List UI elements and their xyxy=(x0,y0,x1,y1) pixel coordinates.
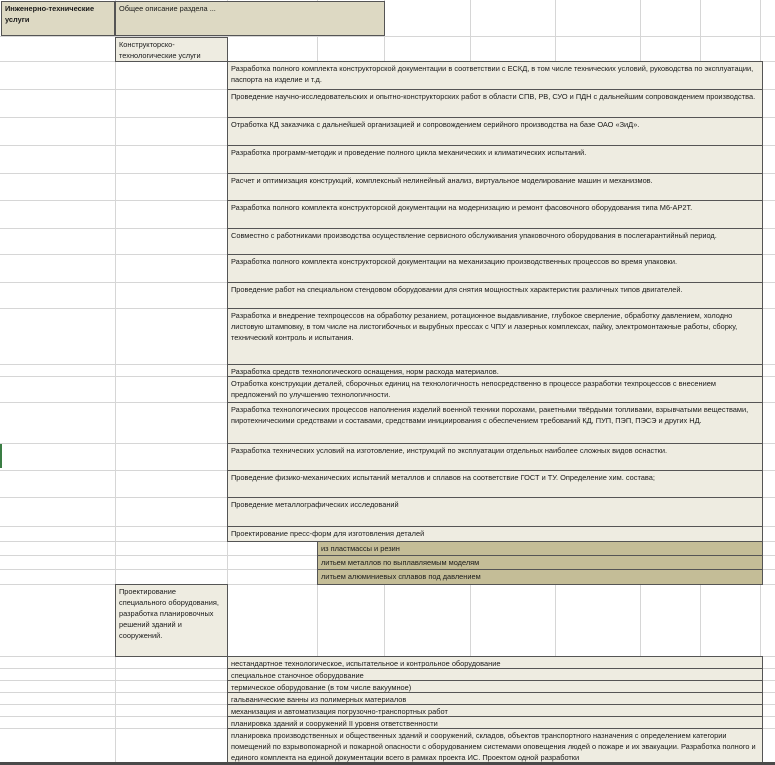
service-item-cell[interactable]: Разработка полного комплекта конструкторской документации на модернизацию и ремонт фасовочного оборудования типа М6-АР2Т. xyxy=(227,200,763,229)
service-item-cell[interactable]: Отработка КД заказчика с дальнейшей организацией и сопровождением серийного производства на базе ОАО «ЗиД». xyxy=(227,117,763,146)
subitem-cell[interactable]: литьем металлов по выплавляемым моделям xyxy=(317,555,763,570)
section-title-cell[interactable]: Проектирование специального оборудования, разработка планировочных решений зданий и сооружений. xyxy=(115,584,228,657)
equipment-item-cell[interactable]: планировка зданий и сооружений II уровня ответственности xyxy=(227,716,763,729)
section-title-cell[interactable]: Конструкторско-технологические услуги xyxy=(115,37,228,62)
service-item-cell[interactable]: Проведение работ на специальном стендовом оборудовании для снятия мощностных характеристик различных типов двигателей. xyxy=(227,282,763,309)
service-item-cell[interactable]: Совместно с работниками производства осуществление сервисного обслуживания упаковочного оборудования в послегарантийный период. xyxy=(227,228,763,255)
service-item-cell[interactable]: Разработка полного комплекта конструкторской документации на механизацию производственных процессов во время упаковки. xyxy=(227,254,763,283)
service-item-cell[interactable]: Разработка технологических процессов наполнения изделий военной техники порохами, ракетными твёрдыми топливами, взрывчатыми веществами, пиротехническими средствами и составами, средствами инициирования с обеспечением требований КД, ПУП, ПЭП, ПЭСЭ и других НД. xyxy=(227,402,763,444)
service-item-cell[interactable]: Разработка полного комплекта конструкторской документации в соответствии с ЕСКД, в том числе технических условий, руководства по эксплуатации, паспорта на изделие и т.д. xyxy=(227,61,763,90)
equipment-item-cell[interactable]: нестандартное технологическое, испытательное и контрольное оборудование xyxy=(227,656,763,669)
service-item-cell[interactable]: Проведение научно-исследовательских и опытно-конструкторских работ в области СПВ, РВ, СУО и ПДН с дальнейшим сопровождением производства. xyxy=(227,89,763,118)
equipment-item-cell[interactable]: гальванические ванны из полимерных материалов xyxy=(227,692,763,705)
equipment-item-cell[interactable]: планировка производственных и общественных зданий и сооружений, складов, объектов транспортного назначения с определением категории помещений по взрывопожарной и пожарной опасности с оборудованием системами оповещения людей о пожаре и их эвакуации. Разработка полного и единого комплекта на единой документации всего в рамках проекта ИС. Проектом одной разработки xyxy=(227,728,763,764)
subitem-cell[interactable]: из пластмассы и резин xyxy=(317,541,763,556)
service-item-cell[interactable]: Отработка конструкции деталей, сборочных единиц на технологичность непосредственно в процессе разработки техпроцессов с внесением предложений по улучшению технологичности. xyxy=(227,376,763,403)
service-item-cell[interactable]: Разработка технических условий на изготовление, инструкций по эксплуатации отдельных наиболее сложных видов оснастки. xyxy=(227,443,763,471)
category-header-cell[interactable]: Инженерно-технические услуги xyxy=(1,1,115,36)
service-item-cell[interactable]: Разработка и внедрение техпроцессов на обработку резанием, ротационное выдавливание, глубокое сверление, обработку давлением, холодно листовую штамповку, в том числе на листогибочных и вырубных прессах с ЧПУ и лазерных комплексах, пайку, электромонтажные работы, сборку, технический контроль и испытания. xyxy=(227,308,763,365)
equipment-item-cell[interactable]: специальное станочное оборудование xyxy=(227,668,763,681)
service-item-cell[interactable]: Расчет и оптимизация конструкций, комплексный нелинейный анализ, виртуальное моделирование машин и механизмов. xyxy=(227,173,763,201)
row-marker xyxy=(0,444,2,468)
service-item-cell[interactable]: Проектирование пресс-форм для изготовления деталей xyxy=(227,526,763,542)
service-item-cell[interactable]: Разработка программ-методик и проведение полного цикла механических и климатических испытаний. xyxy=(227,145,763,174)
general-description-cell[interactable]: Общее описание раздела ... xyxy=(115,1,385,36)
service-item-cell[interactable]: Разработка средств технологического оснащения, норм расхода материалов. xyxy=(227,364,763,377)
service-item-cell[interactable]: Проведение металлографических исследований xyxy=(227,497,763,527)
subitem-cell[interactable]: литьем алюминиевых сплавов под давлением xyxy=(317,569,763,585)
equipment-item-cell[interactable]: термическое оборудование (в том числе вакуумное) xyxy=(227,680,763,693)
service-item-cell[interactable]: Проведение физико-механических испытаний металлов и сплавов на соответствие ГОСТ и ТУ. Определение хим. состава; xyxy=(227,470,763,498)
equipment-item-cell[interactable]: механизация и автоматизация погрузочно-транспортных работ xyxy=(227,704,763,717)
